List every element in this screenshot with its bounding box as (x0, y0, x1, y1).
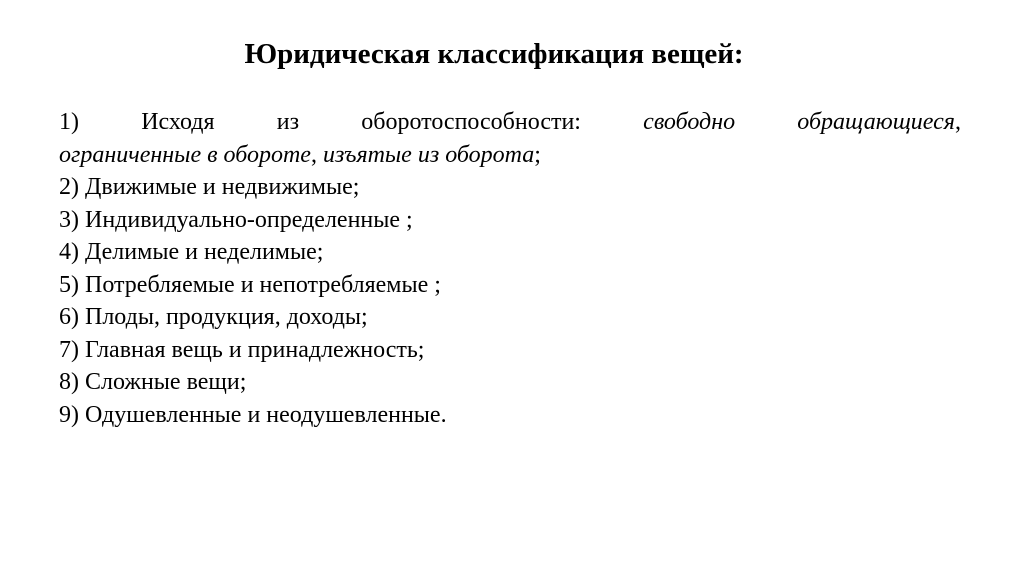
item-1-number: 1) (59, 109, 79, 135)
item-1-word-oborotosposobnosti: оборотоспособности: (361, 109, 581, 135)
list-item-9: 9) Одушевленные и неодушевленные. (59, 401, 447, 428)
item-1-semicolon: ; (534, 141, 541, 168)
item-1-word-iskhodya: Исходя (141, 109, 215, 135)
list-item-2: 2) Движимые и недвижимые; (59, 174, 360, 200)
item-1-comma-2: , (310, 141, 317, 168)
list-item-1-line-1 (59, 106, 961, 139)
list-item-6: 6) Плоды, продукция, доходы; (59, 304, 368, 330)
item-1-comma: , (954, 109, 961, 135)
item-1-word-obrashchayushchiesya-group (797, 106, 961, 139)
slide-title: Юридическая классификация вещей: (244, 38, 744, 70)
list-item-7: 7) Главная вещь и принадлежность; (59, 336, 425, 363)
classification-list (59, 106, 961, 431)
list-item-1-line-2 (59, 139, 961, 172)
list-item-4: 4) Делимые и неделимые; (59, 239, 324, 265)
item-1-word-iz: из (276, 109, 300, 135)
item-1-izyatye: изъятые из оборота (322, 141, 535, 168)
list-item-8: 8) Сложные вещи; (59, 369, 247, 395)
item-1-ogranichennye: ограниченные в обороте (59, 141, 311, 168)
item-1-word-obrashchayushchiesya: обращающиеся (797, 109, 955, 135)
list-item-3: 3) Индивидуально-определенные ; (59, 206, 413, 233)
item-1-word-svobodno: свободно (643, 109, 736, 135)
list-item-5: 5) Потребляемые и непотребляемые ; (59, 271, 441, 298)
